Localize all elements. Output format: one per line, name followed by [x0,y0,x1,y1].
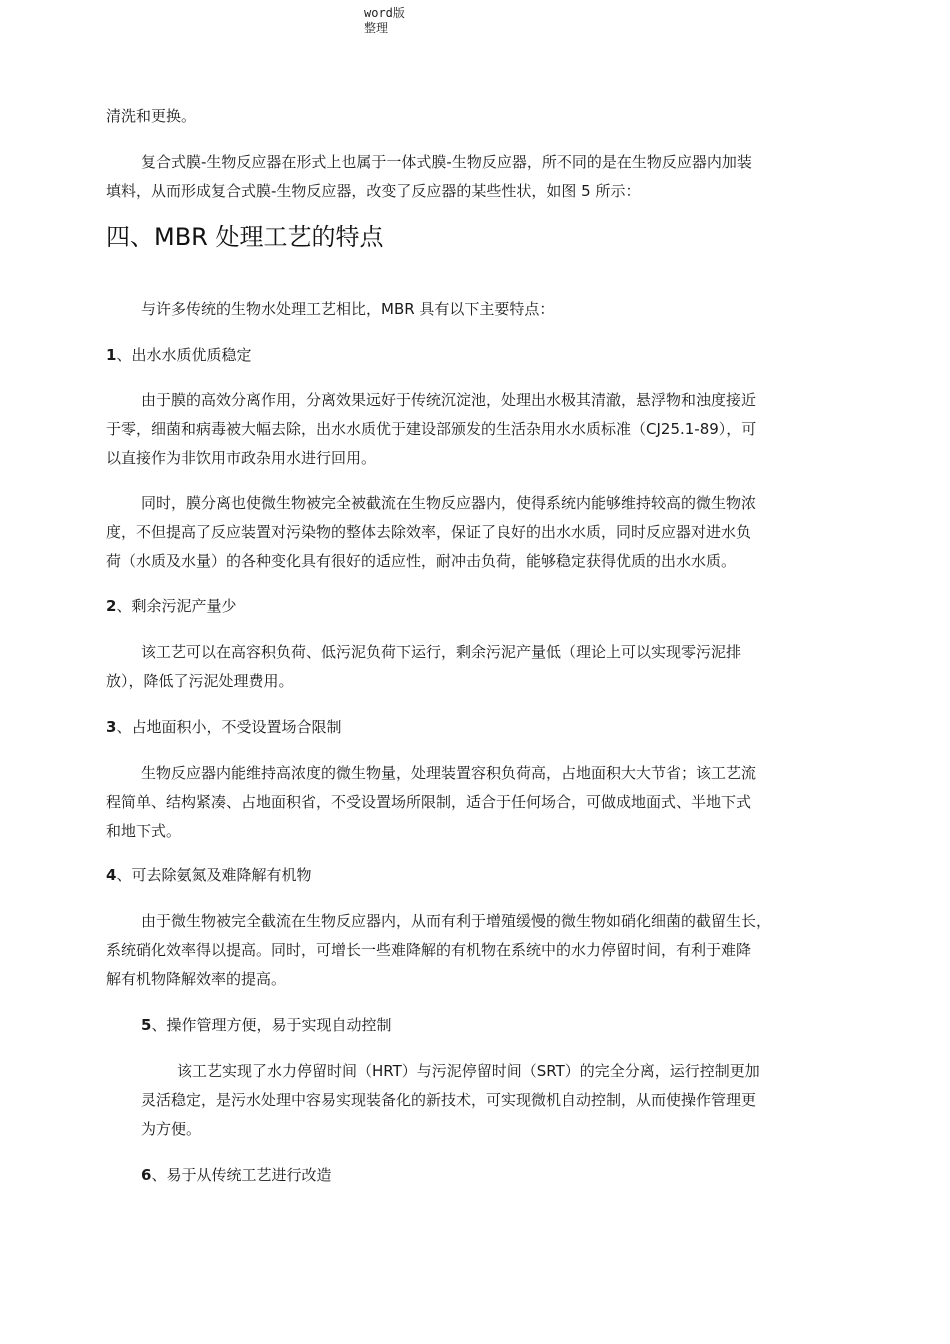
paragraph-line: 由于微生物被完全截流在生物反应器内，从而有利于增殖缓慢的微生物如硝化细菌的截留生长， [141,912,772,930]
subheading-6 [141,1161,331,1190]
subheading-text: 、易于从传统工艺进行改造 [151,1166,332,1184]
section-heading: 四、MBR 处理工艺的特点 [106,223,384,251]
subheading-number: 3 [106,718,117,736]
paragraph-line: 生物反应器内能维持高浓度的微生物量，处理装置容积负荷高，占地面积大大节省；该工艺流 [141,764,757,782]
paragraph-line: 放），降低了污泥处理费用。 [106,672,294,690]
subheading-number: 4 [106,866,117,884]
subheading-number: 6 [141,1166,152,1184]
subheading-2 [106,592,236,621]
page-header [364,6,405,36]
paragraph-line: 度，不但提高了反应装置对污染物的整体去除效率，保证了良好的出水水质，同时反应器对进水负 [106,523,752,541]
paragraph-line: 由于膜的高效分离作用，分离效果远好于传统沉淀池，处理出水极其清澈，悬浮物和浊度接近 [141,391,757,409]
subheading-1 [106,341,251,370]
paragraph-line: 系统硝化效率得以提高。同时，可增长一些难降解的有机物在系统中的水力停留时间，有利于难降 [106,941,752,959]
paragraph-line: 程简单、结构紧凑、占地面积省，不受设置场所限制，适合于任何场合，可做成地面式、半地下式 [106,793,752,811]
paragraph-line: 解有机物降解效率的提高。 [106,970,287,988]
paragraph-line: 为方便。 [141,1120,202,1138]
subheading-number: 1 [106,346,117,364]
paragraph-line: 荷（水质及水量）的各种变化具有很好的适应性，耐冲击负荷，能够稳定获得优质的出水水质。 [106,552,737,570]
header-line-1: word版 [364,6,405,20]
header-line-2: 整理 [364,21,389,35]
subheading-number: 2 [106,597,117,615]
subheading-text: 、出水水质优质稳定 [116,346,252,364]
paragraph-line: 和地下式。 [106,822,182,840]
paragraph-line: 清洗和更换。 [106,107,197,125]
subheading-3 [106,713,341,742]
paragraph-line: 该工艺可以在高容积负荷、低污泥负荷下运行，剩余污泥产量低（理论上可以实现零污泥排 [141,643,742,661]
paragraph-line: 同时，膜分离也使微生物被完全被截流在生物反应器内，使得系统内能够维持较高的微生物浓 [141,494,757,512]
paragraph-line: 灵活稳定，是污水处理中容易实现装备化的新技术，可实现微机自动控制，从而使操作管理更 [141,1091,757,1109]
subheading-text: 、操作管理方便，易于实现自动控制 [151,1016,392,1034]
paragraph-line: 于零，细菌和病毒被大幅去除，出水水质优于建设部颁发的生活杂用水水质标准（CJ25.1-89），可 [106,420,757,438]
subheading-4 [106,861,311,890]
subheading-text: 、可去除氨氮及难降解有机物 [116,866,312,884]
subheading-number: 5 [141,1016,152,1034]
intro-line: 与许多传统的生物水处理工艺相比，MBR 具有以下主要特点： [141,300,555,318]
subheading-5 [141,1011,391,1040]
paragraph-line: 该工艺实现了水力停留时间（HRT）与污泥停留时间（SRT）的完全分离，运行控制更加 [177,1062,760,1080]
paragraph-line: 填料，从而形成复合式膜-生物反应器，改变了反应器的某些性状，如图 5 所示： [106,182,641,200]
subheading-text: 、剩余污泥产量少 [116,597,237,615]
subheading-text: 、占地面积小，不受设置场合限制 [116,718,342,736]
paragraph-line: 以直接作为非饮用市政杂用水进行回用。 [106,449,377,467]
paragraph-line: 复合式膜-生物反应器在形式上也属于一体式膜-生物反应器，所不同的是在生物反应器内加装 [141,153,752,171]
